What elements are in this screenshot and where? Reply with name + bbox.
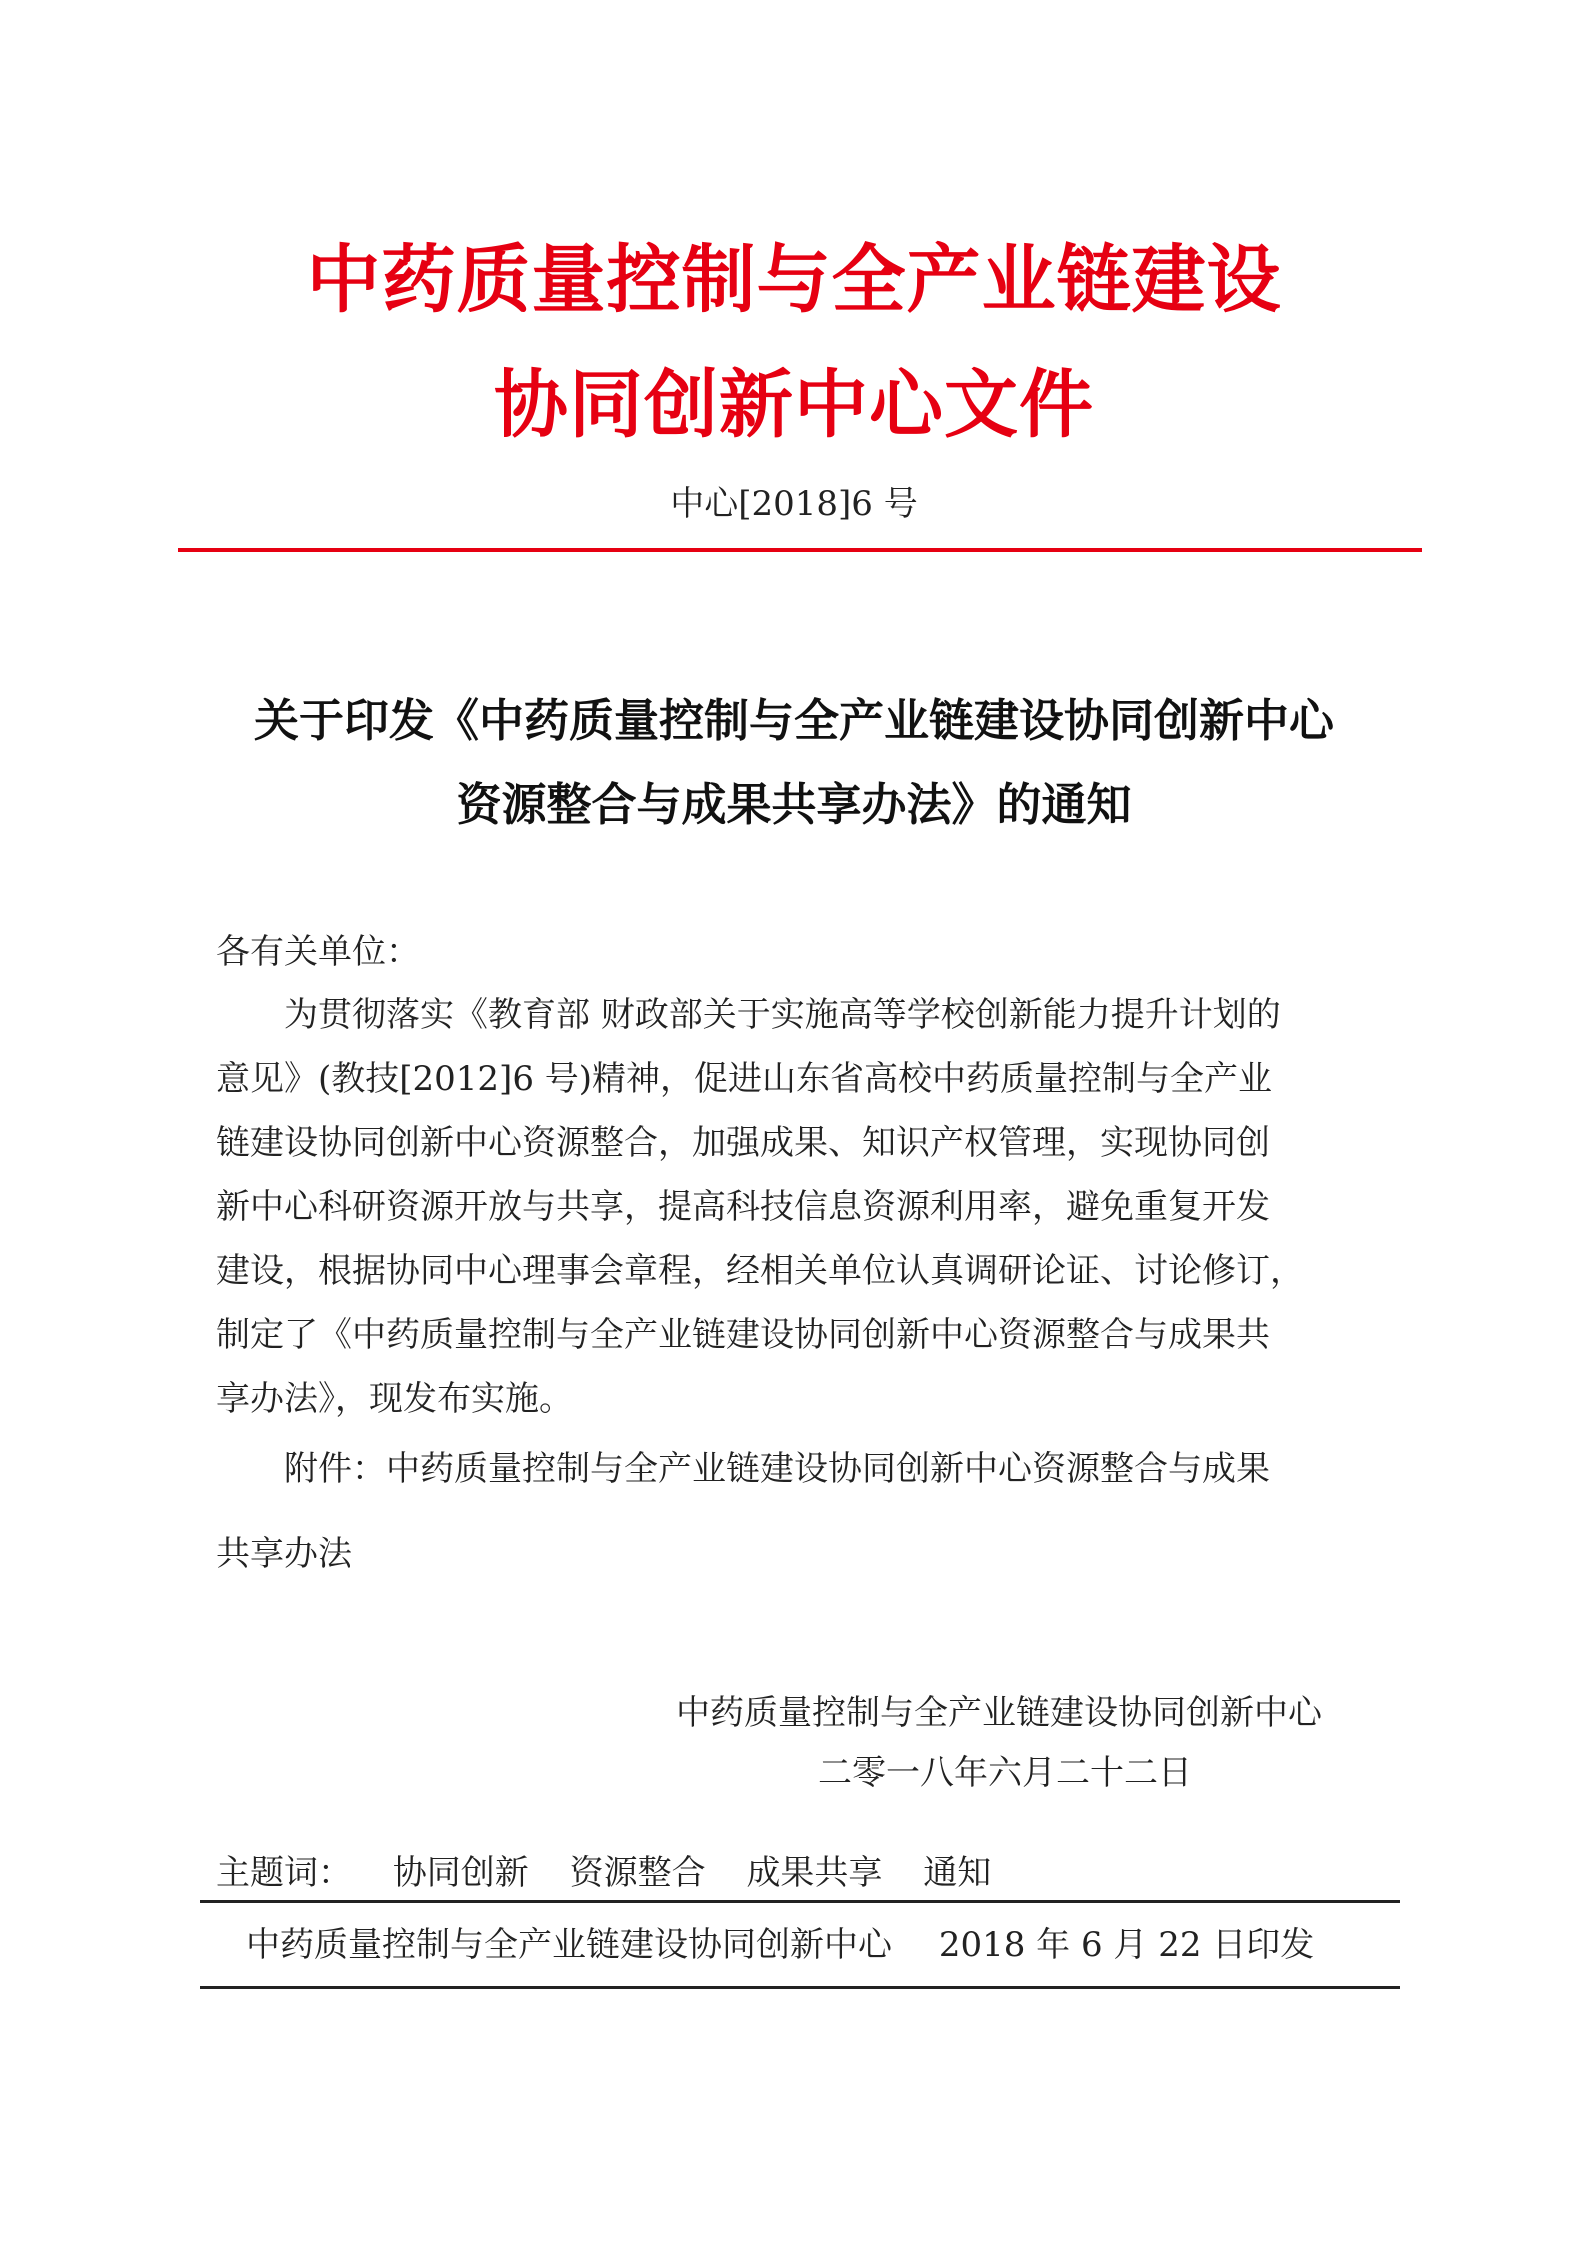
footer-divider-bottom bbox=[200, 1986, 1400, 1989]
attachment-line-2: 共享办法 bbox=[216, 1534, 352, 1574]
body-line: 链建设协同创新中心资源整合，加强成果、知识产权管理，实现协同创 bbox=[216, 1123, 1270, 1163]
body-line: 建设，根据协同中心理事会章程，经相关单位认真调研论证、讨论修订， bbox=[216, 1251, 1304, 1291]
keyword: 成果共享 bbox=[746, 1853, 883, 1893]
footer-divider-top bbox=[200, 1900, 1400, 1903]
notice-title-line-2: 资源整合与成果共享办法》的通知 bbox=[456, 778, 1132, 831]
issuer: 中药质量控制与全产业链建设协同创新中心 bbox=[246, 1925, 892, 1965]
keyword: 通知 bbox=[923, 1853, 992, 1893]
body-line: 意见》(教技[2012]6 号)精神，促进山东省高校中药质量控制与全产业 bbox=[216, 1059, 1273, 1099]
signing-date: 二零一八年六月二十二日 bbox=[818, 1753, 1192, 1793]
body-line: 新中心科研资源开放与共享，提高科技信息资源利用率，避免重复开发 bbox=[216, 1187, 1270, 1227]
document-header-title-line-2: 协同创新中心文件 bbox=[494, 362, 1094, 448]
issue-date: 2018 年 6 月 22 日印发 bbox=[938, 1925, 1315, 1965]
document-header-title-line-1: 中药质量控制与全产业链建设 bbox=[306, 237, 1282, 323]
greeting: 各有关单位： bbox=[216, 932, 420, 972]
body-line: 制定了《中药质量控制与全产业链建设协同创新中心资源整合与成果共 bbox=[216, 1315, 1270, 1355]
keyword: 资源整合 bbox=[569, 1853, 706, 1893]
notice-title-line-1: 关于印发《中药质量控制与全产业链建设协同创新中心 bbox=[253, 694, 1334, 747]
header-red-divider bbox=[178, 548, 1422, 552]
body-line: 享办法》，现发布实施。 bbox=[216, 1379, 573, 1419]
issue-line bbox=[246, 1925, 1350, 1965]
keyword: 协同创新 bbox=[392, 1853, 529, 1893]
attachment-line-1: 附件：中药质量控制与全产业链建设协同创新中心资源整合与成果 bbox=[216, 1449, 1270, 1489]
body-line: 为贯彻落实《教育部 财政部关于实施高等学校创新能力提升计划的 bbox=[216, 995, 1281, 1035]
document-number: 中心[2018]6 号 bbox=[670, 484, 918, 524]
signing-organization: 中药质量控制与全产业链建设协同创新中心 bbox=[676, 1693, 1322, 1733]
subject-keywords bbox=[216, 1853, 1021, 1893]
keywords-label: 主题词： bbox=[216, 1853, 352, 1893]
